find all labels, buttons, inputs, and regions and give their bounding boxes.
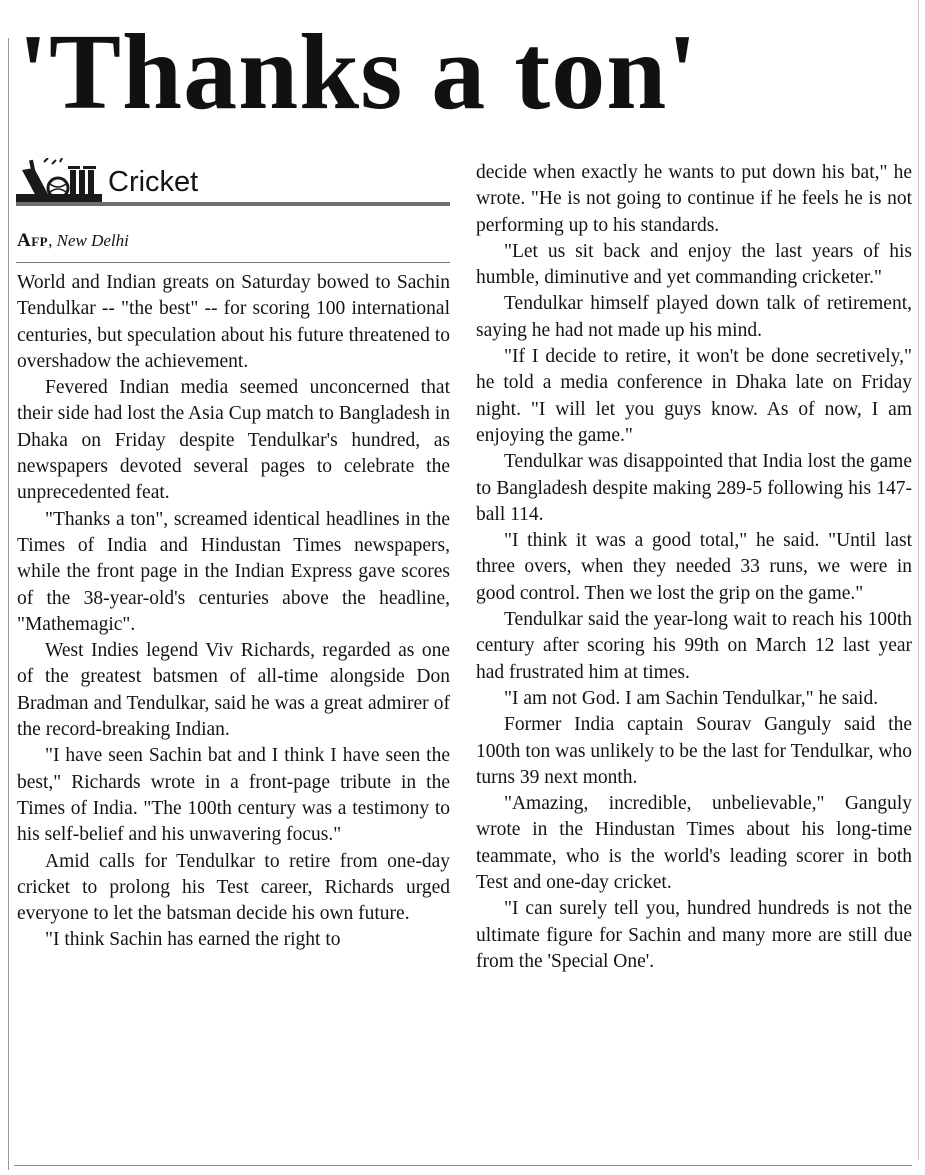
paragraph: "Thanks a ton", screamed identical headlines in the Times of India and Hindustan Times newspapers, while the front page in the Indian Express gave scores of the 38-year-old's centuries above the headline, "Mathemagic". (17, 508, 450, 635)
paragraph: Tendulkar was disappointed that India lost the game to Bangladesh despite making 289-5 following his 147-ball 114. (476, 451, 912, 525)
paragraph: Former India captain Sourav Ganguly said the 100th ton was unlikely to be the last for Tendulkar, who turns 39 next month. (476, 714, 912, 788)
byline-rule (16, 262, 450, 263)
paragraph: "I think Sachin has earned the right to (45, 929, 341, 951)
paragraph: "I can surely tell you, hundred hundreds is not the ultimate figure for Sachin and many more are still due from the 'Special One'. (476, 898, 912, 972)
section-label: Cricket (108, 166, 199, 198)
paragraph: Amid calls for Tendulkar to retire from one-day cricket to prolong his Test career, Richards urged everyone to let the batsman decide his own future. (17, 850, 450, 925)
paragraph: decide when exactly he wants to put down his bat," he wrote. "He is not going to continue if he feels he is not performing up to his standards. (476, 162, 912, 236)
paragraph: "I think it was a good total," he said. "Until last three overs, when they needed 33 runs, we were in good control. Then we lost the grip on the game." (476, 530, 912, 604)
section-header (16, 156, 450, 208)
paragraph: World and Indian greats on Saturday bowed to Sachin Tendulkar -- "the best" -- for scoring 100 international centuries, but speculation about his future threatened to overshadow the achievement. (17, 272, 450, 372)
byline (17, 230, 449, 252)
page-border-bottom (14, 1165, 912, 1166)
byline-agency: Afp (17, 230, 49, 251)
paragraph: Tendulkar himself played down talk of retirement, saying he had not made up his mind. (476, 293, 912, 341)
section-rule (16, 202, 450, 206)
article-headline: 'Thanks a ton' (18, 13, 699, 132)
article-column-left (17, 270, 450, 1152)
paragraph: "Amazing, incredible, unbelievable," Ganguly wrote in the Hindustan Times about his long-time teammate, who is the world's leading scorer in both Test and one-day cricket. (476, 793, 912, 894)
paragraph: Fevered Indian media seemed unconcerned that their side had lost the Asia Cup match to Bangladesh in Dhaka on Friday despite Tendulkar's hundred, as newspapers devoted several pages to celebrate the unprecedented feat. (17, 377, 450, 504)
cricket-bat-ball-wickets-icon (16, 158, 102, 204)
paragraph: "I have seen Sachin bat and I think I have seen the best," Richards wrote in a front-page tribute in the Times of India. "The 100th century was a testimony to his self-belief and his unwavering focus." (17, 745, 450, 846)
paragraph: "I am not God. I am Sachin Tendulkar," he said. (504, 687, 879, 709)
byline-separator: , (48, 231, 57, 250)
page-border-left (8, 38, 9, 1170)
paragraph: "If I decide to retire, it won't be done secretively," he told a media conference in Dhaka late on Friday night. "I will let you guys know. As of now, I am enjoying the game." (476, 346, 912, 446)
paragraph: West Indies legend Viv Richards, regarded as one of the greatest batsmen of all-time alongside Don Bradman and Tendulkar, said he was a great admirer of the record-breaking Indian. (17, 640, 450, 741)
article-column-right (476, 160, 912, 1152)
byline-city: New Delhi (56, 231, 129, 250)
paragraph: Tendulkar said the year-long wait to reach his 100th century after scoring his 99th on March 12 last year had frustrated him at times. (476, 609, 912, 683)
paragraph: "Let us sit back and enjoy the last years of his humble, diminutive and yet commanding cricketer." (476, 240, 912, 289)
page-border-right (918, 0, 919, 1160)
